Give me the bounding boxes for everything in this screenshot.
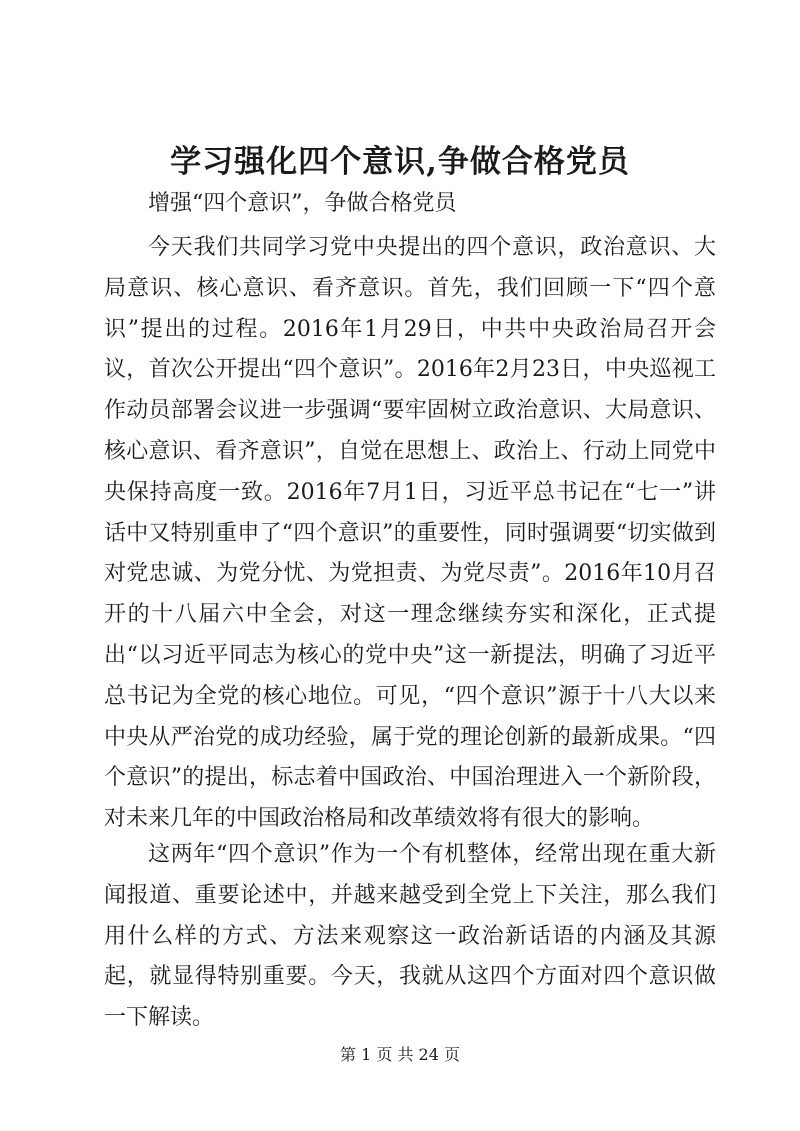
document-title: 学习强化四个意识,争做合格党员 [170, 144, 630, 180]
document-subtitle: 增强“四个意识”，争做合格党员 [148, 191, 457, 216]
paragraph-1: 今天我们共同学习党中央提出的四个意识，政治意识、大局意识、核心意识、看齐意识。首先，我们回顾一下“四个意识”提出的过程。2016年1月29日，中共中央政治局召开会议，首次公开提出“四个意识”。2016年2月23日，中央巡视工作动员部署会议进一步强调“要牢固树立政治意识、大局意识、核心意识、看齐意识”，自觉在思想上、政治上、行动上同党中央保持高度一致。2016年7月1日，习近平总书记在“七一”讲话中又特别重申了“四个意识”的重要性，同时强调要“切实做到对党忠诚、为党分忧、为党担责、为党尽责”。2016年10月召开的十八届六中全会，对这一理念继续夯实和深化，正式提出“以习近平同志为核心的党中央”这一新提法，明确了习近平总书记为全党的核心地位。可见，“四个意识”源于十八大以来中央从严治党的成功经验，属于党的理论创新的最新成果。“四个意识”的提出，标志着中国政治、中国治理进入一个新阶段，对未来几年的中国政治格局和改革绩效将有很大的影响。 [104, 235, 716, 832]
page-number-footer: 第 1 页 共 24 页 [340, 1045, 460, 1064]
paragraph-2: 这两年“四个意识”作为一个有机整体，经常出现在重大新闻报道、重要论述中，并越来越受到全党上下关注，那么我们用什么样的方式、方法来观察这一政治新话语的内涵及其源起，就显得特别重要。今天，我就从这四个方面对四个意识做一下解读。 [104, 842, 716, 1031]
